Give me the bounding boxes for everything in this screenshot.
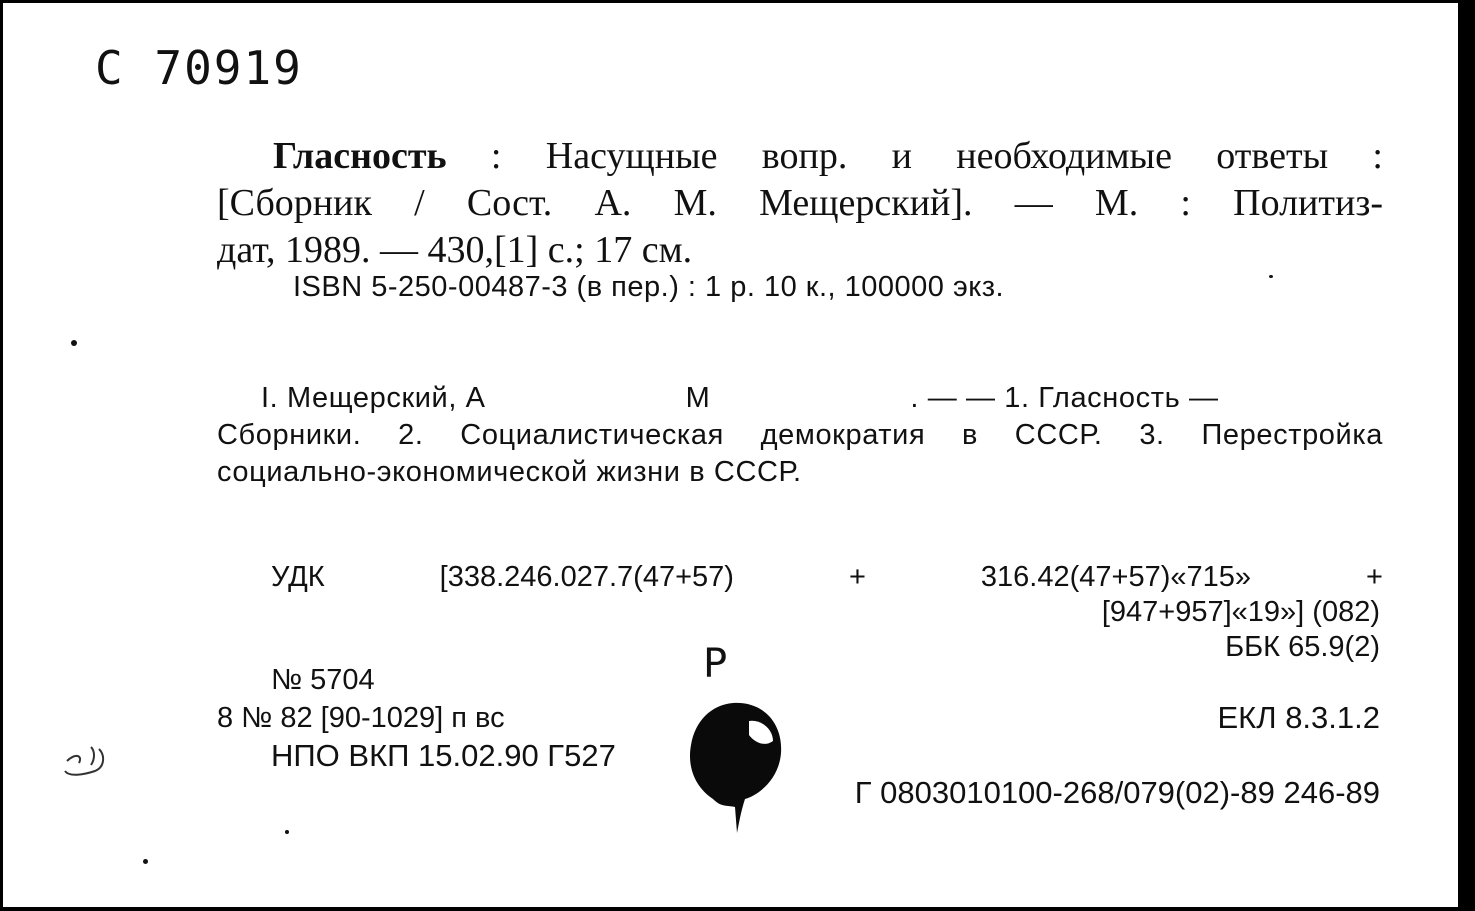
udk-part-2: 316.42(47+57)«715» <box>980 561 1252 593</box>
udk-plus-2: + <box>1366 561 1383 593</box>
tracing-line-1 <box>217 380 1383 417</box>
handwritten-mark: Р <box>703 641 728 687</box>
pencil-squiggle <box>61 741 117 781</box>
ink-blot-stamp <box>685 695 785 835</box>
main-entry-line-2: [Сборник / Сост. А. М. Мещерский]. — М. : Политиз- <box>217 182 1383 224</box>
speck <box>285 830 289 834</box>
print-codes: 8 № 82 [90-1029] п вс <box>217 702 505 734</box>
speck <box>71 340 77 346</box>
catalog-card <box>3 3 1466 907</box>
udk-part-1: [338.246.027.7(47+57) <box>439 561 734 593</box>
udk-part-3: [947+957]«19»] (082) <box>1101 596 1380 628</box>
udk-label: УДК <box>271 561 325 593</box>
main-entry <box>217 133 1383 274</box>
speck <box>1269 275 1273 278</box>
order-number: № 5704 <box>271 664 375 696</box>
title-bold: Гласность <box>273 135 447 177</box>
speck <box>143 859 148 864</box>
tracing-subject-1: . — — 1. Гласность — <box>910 382 1219 414</box>
isbn-line: ISBN 5-250-00487-3 (в пер.) : 1 р. 10 к., 100000 экз. <box>293 271 1005 303</box>
marking-code: Г 0803010100-268/079(02)-89 246-89 <box>854 775 1380 810</box>
tracing-author: I. Мещерский, А <box>261 382 486 414</box>
ekl-code: ЕКЛ 8.3.1.2 <box>1217 700 1380 735</box>
tracing-block <box>217 380 1383 491</box>
npo-line: НПО ВКП 15.02.90 Г527 <box>271 738 616 773</box>
tracing-initial: М <box>685 382 711 414</box>
udk-plus-1: + <box>848 561 866 593</box>
call-number: С 70919 <box>95 41 303 95</box>
title-rest: : Насущные вопр. и необходимые ответы : <box>446 135 1383 177</box>
tracing-line-2: Сборники. 2. Социалистическая демократия в СССР. 3. Перестройка <box>217 419 1383 451</box>
main-entry-line-3: дат, 1989. — 430,[1] с.; 17 см. <box>217 229 693 271</box>
tracing-line-3: социально-экономической жизни в СССР. <box>217 456 802 488</box>
udk-row <box>271 561 1383 594</box>
main-entry-line-1 <box>217 133 1383 180</box>
bbk-code: ББК 65.9(2) <box>1225 631 1380 663</box>
